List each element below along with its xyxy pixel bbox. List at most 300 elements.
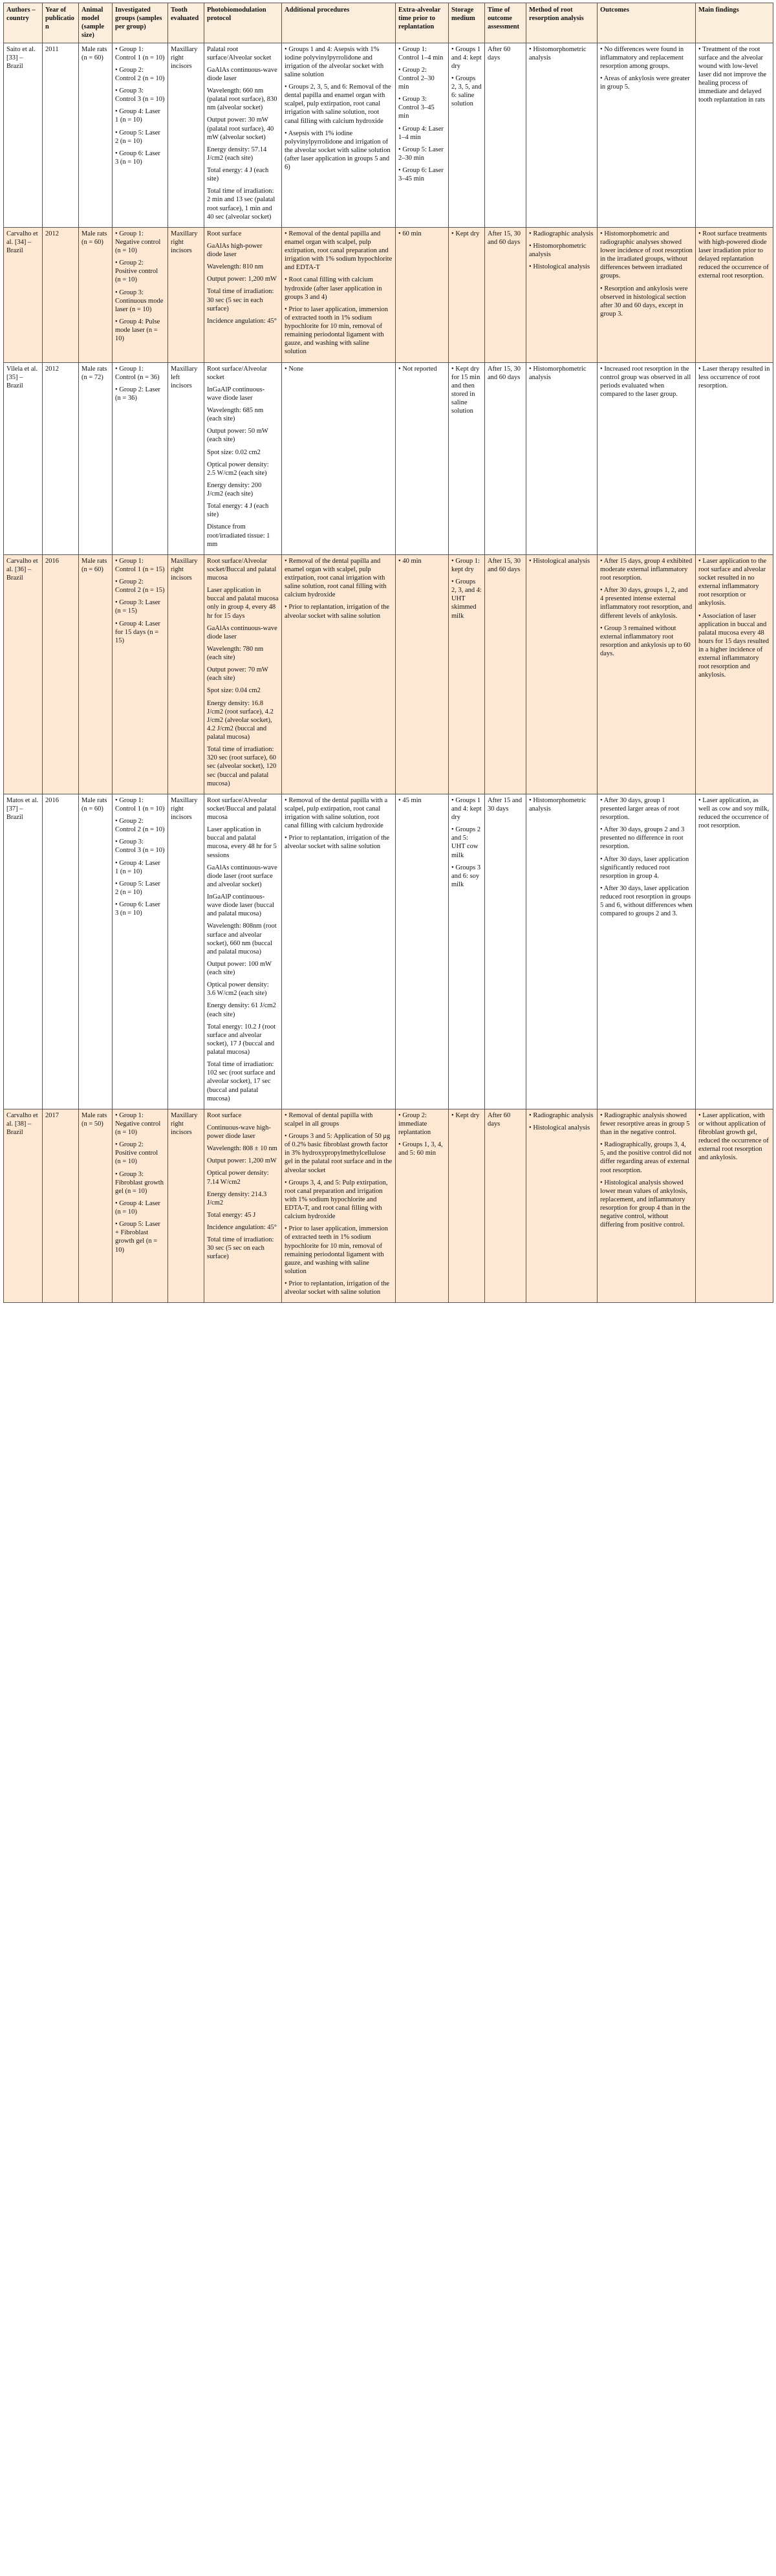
column-header: Investigated groups (samples per group) <box>113 3 168 43</box>
year-cell <box>43 43 79 227</box>
year-text: 2012 <box>45 365 59 373</box>
column-header: Year of publication <box>43 3 79 43</box>
outcome-cell <box>598 794 696 1109</box>
storage-medium-cell <box>449 362 485 554</box>
group-item: • Group 3: Fibroblast growth gel (n = 10) <box>115 1170 165 1195</box>
pbm-protocol-list <box>207 796 279 1103</box>
additional-procedure-item: • Prior to laser application, immersion of extracted teeth in 1% sodium hypochlorite for 10 min, removal of remaining periodontal ligament with gauze, and washing with saline solution <box>285 1225 393 1276</box>
outcome-list <box>600 45 693 92</box>
resorption-method-list <box>529 230 594 272</box>
tooth-cell <box>168 554 204 794</box>
animal-model-text: Male rats (n = 60) <box>81 796 107 813</box>
extra-alveolar-time-cell <box>396 362 449 554</box>
pbm-protocol-item: Wavelength: 808 ± 10 nm <box>207 1145 277 1153</box>
storage-medium-cell <box>449 794 485 1109</box>
author-text: Vilela et al. [35] – Brazil <box>6 365 38 389</box>
pbm-protocol-list <box>207 1111 279 1261</box>
animal-model-cell <box>79 43 113 227</box>
pbm-protocol-item: Total time of irradiation: 30 sec (5 sec in each surface) <box>207 288 274 312</box>
storage-medium-cell <box>449 227 485 362</box>
pbm-protocol-item: Total energy: 10.2 J (root surface and alveolar socket), 17 J (buccal and palatal mucosa) <box>207 1023 276 1056</box>
pbm-protocol-item: GaAlAs continuous-wave diode laser <box>207 66 277 82</box>
pbm-protocol-item: Palatal root surface/Alveolar socket <box>207 45 272 61</box>
group-item: • Group 6: Laser 3 (n = 10) <box>115 901 165 917</box>
pbm-protocol-cell <box>204 227 282 362</box>
extra-alveolar-time-item: • 60 min <box>398 230 446 238</box>
group-cell <box>113 227 168 362</box>
pbm-protocol-item: InGaAlP continuous-wave diode laser (buccal and palatal mucosa) <box>207 893 275 918</box>
pbm-protocol-item: Output power: 70 mW (each site) <box>207 666 268 682</box>
main-finding-item: • Laser application, as well as cow and soy milk, reduced the occurrence of root resorption. <box>698 796 770 830</box>
additional-procedure-item: • Groups 3, 4, and 5: Pulp extirpation, root canal preparation and irrigation with 1% sodium hypochlorite and EDTA-T, and root canal filling with calcium hydroxide <box>285 1179 393 1221</box>
pbm-protocol-item: Spot size: 0.04 cm2 <box>207 687 261 695</box>
outcome-time-text: After 15, 30 and 60 days <box>488 230 521 246</box>
main-finding-item: • Laser therapy resulted in less occurrence of root resorption. <box>698 365 770 389</box>
author-cell <box>4 794 43 1109</box>
pbm-protocol-item: GaAlAs continuous-wave diode laser (root surface and alveolar socket) <box>207 864 277 888</box>
main-finding-cell <box>696 554 773 794</box>
additional-procedure-item: • Groups 3 and 5: Application of 50 μg of 0.2% basic fibroblast growth factor in 3% hydroxypropylmethylcellulose gel in the palatal root surface and in the alveolar socket <box>285 1132 393 1175</box>
outcome-item: • After 30 days, group 1 presented larger areas of root resorption. <box>600 796 693 822</box>
additional-procedure-item: • Groups 2, 3, 5, and 6: Removal of the dental papilla and enamel organ with scalpel, pulp extirpation, root canal irrigation with saline solution, root canal filling with calcium hydroxide <box>285 83 393 126</box>
resorption-method-item: • Histomorphometric analysis <box>529 796 594 813</box>
extra-alveolar-time-item: • Not reported <box>398 365 446 373</box>
animal-model-text: Male rats (n = 50) <box>81 1111 107 1128</box>
study-row <box>4 362 773 554</box>
animal-model-text: Male rats (n = 60) <box>81 45 107 61</box>
extra-alveolar-time-list <box>398 365 446 373</box>
outcome-time-cell <box>485 43 526 227</box>
pbm-protocol-item: Optical power density: 7.14 W/cm2 <box>207 1170 269 1186</box>
outcome-list <box>600 1111 693 1230</box>
main-finding-cell <box>696 794 773 1109</box>
storage-medium-list <box>451 365 482 416</box>
pbm-protocol-item: InGaAlP continuous-wave diode laser <box>207 386 265 402</box>
year-text: 2017 <box>45 1111 59 1119</box>
author-text: Carvalho et al. [38] – Brazil <box>6 1111 38 1136</box>
extra-alveolar-time-item: • Group 2: immediate replantation <box>398 1111 446 1137</box>
pbm-protocol-item: Total time of irradiation: 2 min and 13 sec (palatal root surface), 1 min and 40 sec (alveolar socket) <box>207 188 275 221</box>
extra-alveolar-time-item: • Group 4: Laser 1–4 min <box>398 125 446 142</box>
pbm-protocol-item: Root surface/Alveolar socket/Buccal and palatal mucosa <box>207 796 277 821</box>
pbm-protocol-item: Energy density: 61 J/cm2 (each site) <box>207 1002 276 1018</box>
outcome-item: • After 30 days, groups 2 and 3 presented no difference in root resorption. <box>600 825 693 851</box>
additional-procedure-item: • Prior to replantation, irrigation of the alveolar socket with saline solution <box>285 834 393 851</box>
animal-model-cell <box>79 554 113 794</box>
resorption-method-item: • Histomorphometric analysis <box>529 242 594 259</box>
animal-model-text: Male rats (n = 72) <box>81 365 107 381</box>
main-finding-list <box>698 557 770 680</box>
additional-procedure-item: • Prior to laser application, immersion of extracted tooth in 1% sodium hypochlorite for 10 min, removal of remaining periodontal ligament with gauze, and washing with saline solution <box>285 305 393 356</box>
group-item: • Group 1: Control (n = 36) <box>115 365 165 382</box>
additional-procedure-cell <box>282 554 396 794</box>
group-cell <box>113 1109 168 1303</box>
pbm-protocol-cell <box>204 794 282 1109</box>
group-item: • Group 5: Laser 2 (n = 10) <box>115 129 165 146</box>
outcome-time-cell <box>485 227 526 362</box>
pbm-protocol-cell <box>204 1109 282 1303</box>
author-cell <box>4 43 43 227</box>
additional-procedure-item: • None <box>285 365 393 373</box>
group-item: • Group 1: Negative control (n = 10) <box>115 230 165 255</box>
column-header: Outcomes <box>598 3 696 43</box>
pbm-protocol-item: Optical power density: 2.5 W/cm2 (each site) <box>207 461 269 477</box>
additional-procedure-item: • Removal of dental papilla with scalpel in all groups <box>285 1111 393 1128</box>
year-cell <box>43 794 79 1109</box>
outcome-time-text: After 15, 30 and 60 days <box>488 365 521 381</box>
pbm-protocol-item: Output power: 1,200 mW <box>207 276 277 283</box>
author-text: Carvalho et al. [34] – Brazil <box>6 230 38 254</box>
column-header: Tooth evaluated <box>168 3 204 43</box>
extra-alveolar-time-item: • Group 6: Laser 3–45 min <box>398 166 446 183</box>
group-item: • Group 1: Control 1 (n = 10) <box>115 796 165 813</box>
extra-alveolar-time-cell <box>396 794 449 1109</box>
group-item: • Group 1: Control 1 (n = 15) <box>115 557 165 574</box>
pbm-protocol-list <box>207 557 279 788</box>
column-header: Additional procedures <box>282 3 396 43</box>
author-cell <box>4 362 43 554</box>
group-item: • Group 1: Negative control (n = 10) <box>115 1111 165 1137</box>
group-cell <box>113 554 168 794</box>
animal-model-cell <box>79 362 113 554</box>
extra-alveolar-time-list <box>398 796 446 805</box>
pbm-protocol-item: Laser application in buccal and palatal mucosa only in group 4, every 48 hr for 15 days <box>207 587 279 620</box>
pbm-protocol-item: Root surface <box>207 1111 242 1119</box>
pbm-protocol-item: Incidence angulation: 45° <box>207 317 277 325</box>
study-row <box>4 554 773 794</box>
outcome-time-cell <box>485 1109 526 1303</box>
main-finding-item: • Root surface treatments with high-powered diode laser irradiation prior to delayed replantation reduced the occurrence of external root resorption. <box>698 230 769 280</box>
tooth-text: Maxillary right incisors <box>171 230 198 254</box>
outcome-time-cell <box>485 554 526 794</box>
storage-medium-list <box>451 230 482 238</box>
tooth-cell <box>168 227 204 362</box>
outcome-item: • Histological analysis showed lower mean values of ankylosis, replacement, and inflammatory resorption for group 4 than in the negative control, without differing from positive control. <box>600 1179 693 1230</box>
pbm-protocol-item: Energy density: 16.8 J/cm2 (root surface), 4.2 J/cm2 (alveolar socket), 4.2 J/cm2 (buccal and palatal mucosa) <box>207 699 274 741</box>
outcome-item: • Increased root resorption in the control group was observed in all periods evaluated when compared to the laser group. <box>600 365 693 399</box>
review-table <box>3 3 773 1303</box>
pbm-protocol-item: Root surface <box>207 230 242 237</box>
additional-procedure-cell <box>282 43 396 227</box>
resorption-method-cell <box>526 794 598 1109</box>
outcome-item: • Histomorphometric and radiographic analyses showed lower incidence of root resorption in the irradiated groups, without differences between irradiated groups. <box>600 230 693 281</box>
additional-procedure-list <box>285 230 393 356</box>
tooth-text: Maxillary right incisors <box>171 796 198 821</box>
pbm-protocol-item: Wavelength: 810 nm <box>207 263 264 271</box>
outcome-time-text: After 15 and 30 days <box>488 796 523 813</box>
animal-model-cell <box>79 1109 113 1303</box>
additional-procedure-item: • Removal of the dental papilla and enamel organ with scalpel, pulp extirpation, root canal irrigation with saline solution, root canal filling with calcium hydroxide <box>285 557 393 600</box>
outcome-item: • Resorption and ankylosis were observed in histological section after 30 and 60 days, except in group 3. <box>600 285 693 319</box>
pbm-protocol-item: Wavelength: 808nm (root surface and alveolar socket), 660 nm (buccal and palatal mucosa) <box>207 922 277 955</box>
group-item: • Group 4: Pulse mode laser (n = 10) <box>115 318 165 343</box>
extra-alveolar-time-cell <box>396 554 449 794</box>
resorption-method-cell <box>526 227 598 362</box>
resorption-method-cell <box>526 1109 598 1303</box>
pbm-protocol-item: Total energy: 4 J (each site) <box>207 503 269 519</box>
column-header: Extra-alveolar time prior to replantation <box>396 3 449 43</box>
resorption-method-item: • Histomorphometric analysis <box>529 365 594 382</box>
outcome-item: • After 30 days, laser application reduced root resorption in groups 5 and 6, without differences when compared to groups 2 and 3. <box>600 884 693 919</box>
outcome-time-text: After 60 days <box>488 1111 511 1128</box>
tooth-text: Maxillary right incisors <box>171 45 198 70</box>
outcome-cell <box>598 227 696 362</box>
year-cell <box>43 554 79 794</box>
extra-alveolar-time-item: • Group 3: Control 3–45 min <box>398 95 446 120</box>
group-item: • Group 4: Laser 1 (n = 10) <box>115 107 165 124</box>
group-item: • Group 4: Laser (n = 10) <box>115 1199 165 1216</box>
group-item: • Group 2: Laser (n = 36) <box>115 386 165 402</box>
extra-alveolar-time-item: • Group 2: Control 2–30 min <box>398 66 446 91</box>
year-cell <box>43 227 79 362</box>
year-text: 2016 <box>45 796 59 804</box>
resorption-method-list <box>529 557 594 565</box>
outcome-item: • Group 3 remained without external inflammatory root resorption and ankylosis up to 60 days. <box>600 624 693 659</box>
author-cell <box>4 1109 43 1303</box>
group-item: • Group 2: Control 2 (n = 10) <box>115 817 165 834</box>
pbm-protocol-list <box>207 365 279 549</box>
group-list <box>115 1111 165 1254</box>
pbm-protocol-item: Total energy: 4 J (each site) <box>207 167 269 183</box>
additional-procedure-item: • Groups 1 and 4: Asepsis with 1% iodine polyvinylpyrrolidone and irrigation of the alveolar socket with saline solution <box>285 45 393 80</box>
outcome-time-text: After 15, 30 and 60 days <box>488 557 521 573</box>
column-header: Animal model (sample size) <box>79 3 113 43</box>
additional-procedure-item: • Root canal filling with calcium hydroxide (after laser application in groups 3 and 4) <box>285 276 393 301</box>
main-finding-item: • Laser application to the root surface and alveolar socket resulted in no external inflammatory root resorption or ankylosis. <box>698 557 770 608</box>
group-item: • Group 3: Control 3 (n = 10) <box>115 838 165 855</box>
pbm-protocol-item: Energy density: 214.3 J/cm2 <box>207 1190 267 1206</box>
animal-model-cell <box>79 227 113 362</box>
group-item: • Group 6: Laser 3 (n = 10) <box>115 149 165 166</box>
additional-procedure-item: • Removal of the dental papilla with a scalpel, pulp extirpation, root canal irrigation with saline solution, root canal filling with calcium hydroxide <box>285 796 393 831</box>
pbm-protocol-item: Spot size: 0.02 cm2 <box>207 448 261 456</box>
outcome-list <box>600 230 693 318</box>
extra-alveolar-time-item: • Group 1: Control 1–4 min <box>398 45 446 62</box>
pbm-protocol-item: Total time of irradiation: 30 sec (5 sec on each surface) <box>207 1236 274 1261</box>
extra-alveolar-time-item: • 45 min <box>398 796 446 805</box>
additional-procedure-item: • Prior to replantation, irrigation of the alveolar socket with saline solution <box>285 1280 393 1296</box>
resorption-method-cell <box>526 43 598 227</box>
resorption-method-cell <box>526 362 598 554</box>
study-row <box>4 43 773 227</box>
column-header: Photobiomodulation protocol <box>204 3 282 43</box>
pbm-protocol-item: Distance from root/irradiated tissue: 1 mm <box>207 523 270 548</box>
group-item: • Group 3: Laser (n = 15) <box>115 598 165 615</box>
storage-medium-item: • Groups 1 and 4: kept dry <box>451 796 482 822</box>
storage-medium-list <box>451 557 482 620</box>
outcome-cell <box>598 362 696 554</box>
group-item: • Group 5: Laser + Fibroblast growth gel (n = 10) <box>115 1220 165 1254</box>
resorption-method-list <box>529 45 594 62</box>
extra-alveolar-time-item: • Groups 1, 3, 4, and 5: 60 min <box>398 1141 446 1157</box>
pbm-protocol-item: Optical power density: 3.6 W/cm2 (each site) <box>207 981 269 998</box>
animal-model-text: Male rats (n = 60) <box>81 557 107 573</box>
storage-medium-item: • Groups 3 and 6: soy milk <box>451 864 482 889</box>
outcome-time-cell <box>485 794 526 1109</box>
additional-procedure-list <box>285 557 393 620</box>
extra-alveolar-time-item: • Group 5: Laser 2–30 min <box>398 146 446 162</box>
group-list <box>115 796 165 918</box>
pbm-protocol-cell <box>204 362 282 554</box>
study-row <box>4 227 773 362</box>
main-finding-item: • Association of laser application in buccal and palatal mucosa every 48 hours for 15 days resulted in a higher incidence of external inflammatory root resorption and ankylosis. <box>698 612 770 680</box>
group-item: • Group 5: Laser 2 (n = 10) <box>115 880 165 897</box>
pbm-protocol-item: Output power: 100 mW (each site) <box>207 960 272 976</box>
extra-alveolar-time-list <box>398 557 446 565</box>
column-header: Time of outcome assessment <box>485 3 526 43</box>
pbm-protocol-item: Energy density: 200 J/cm2 (each site) <box>207 481 262 497</box>
pbm-protocol-item: Continuous-wave high-power diode laser <box>207 1124 271 1140</box>
outcome-cell <box>598 43 696 227</box>
year-cell <box>43 362 79 554</box>
additional-procedure-cell <box>282 794 396 1109</box>
study-row <box>4 794 773 1109</box>
extra-alveolar-time-cell <box>396 43 449 227</box>
animal-model-cell <box>79 794 113 1109</box>
resorption-method-item: • Radiographic analysis <box>529 1111 594 1120</box>
storage-medium-item: • Kept dry for 15 min and then stored in saline solution <box>451 365 482 416</box>
storage-medium-cell <box>449 43 485 227</box>
resorption-method-item: • Histological analysis <box>529 1124 594 1132</box>
group-item: • Group 3: Continuous mode laser (n = 10) <box>115 289 165 314</box>
pbm-protocol-list <box>207 230 279 325</box>
resorption-method-item: • Histological analysis <box>529 557 594 565</box>
main-finding-cell <box>696 362 773 554</box>
column-header: Main findings <box>696 3 773 43</box>
group-cell <box>113 794 168 1109</box>
outcome-item: • After 30 days, laser application significantly reduced root resorption in group 4. <box>600 855 693 880</box>
storage-medium-list <box>451 45 482 109</box>
storage-medium-list <box>451 1111 482 1120</box>
outcome-list <box>600 557 693 658</box>
additional-procedure-cell <box>282 1109 396 1303</box>
resorption-method-list <box>529 796 594 813</box>
pbm-protocol-item: Wavelength: 780 nm (each site) <box>207 645 264 661</box>
outcome-item: • No differences were found in inflammatory and replacement resorption among groups. <box>600 45 693 71</box>
pbm-protocol-item: Total time of irradiation: 320 sec (root surface), 60 sec (alveolar socket), 120 sec (buccal and palatal mucosa) <box>207 746 277 787</box>
tooth-cell <box>168 43 204 227</box>
author-cell <box>4 554 43 794</box>
author-cell <box>4 227 43 362</box>
pbm-protocol-item: Energy density: 57.14 J/cm2 (each site) <box>207 146 267 162</box>
extra-alveolar-time-list <box>398 45 446 184</box>
storage-medium-item: • Kept dry <box>451 230 482 238</box>
tooth-text: Maxillary right incisors <box>171 1111 198 1136</box>
main-finding-item: • Laser application, with or without application of fibroblast growth gel, reduced the occurrence of external root resorption and ankylosis. <box>698 1111 769 1162</box>
resorption-method-item: • Histomorphometric analysis <box>529 45 594 62</box>
pbm-protocol-list <box>207 45 279 221</box>
group-item: • Group 2: Control 2 (n = 10) <box>115 66 165 83</box>
author-text: Matos et al. [37] – Brazil <box>6 796 39 821</box>
resorption-method-list <box>529 365 594 382</box>
pbm-protocol-item: Output power: 30 mW (palatal root surface), 40 mW (alveolar socket) <box>207 116 274 141</box>
storage-medium-item: • Group 1: kept dry <box>451 557 482 574</box>
additional-procedure-item: • Prior to replantation, irrigation of the alveolar socket with saline solution <box>285 603 393 620</box>
additional-procedure-cell <box>282 362 396 554</box>
storage-medium-item: • Kept dry <box>451 1111 482 1120</box>
outcome-cell <box>598 1109 696 1303</box>
pbm-protocol-item: Root surface/Alveolar socket/Buccal and palatal mucosa <box>207 557 277 582</box>
additional-procedure-item: • Asepsis with 1% iodine polyvinylpyrrolidone and irrigation of the alveolar socket with saline solution (after laser application in groups 5 and 6) <box>285 129 393 172</box>
extra-alveolar-time-item: • 40 min <box>398 557 446 565</box>
tooth-cell <box>168 1109 204 1303</box>
pbm-protocol-item: Output power: 50 mW (each site) <box>207 428 268 444</box>
storage-medium-cell <box>449 554 485 794</box>
year-text: 2011 <box>45 45 59 53</box>
group-item: • Group 2: Positive control (n = 10) <box>115 1141 165 1166</box>
tooth-cell <box>168 794 204 1109</box>
group-item: • Group 3: Control 3 (n = 10) <box>115 87 165 104</box>
year-text: 2016 <box>45 557 59 565</box>
outcome-item: • Radiographically, groups 3, 4, 5, and the positive control did not differ regarding areas of external root resorption. <box>600 1141 693 1175</box>
pbm-protocol-item: GaAlAs continuous-wave diode laser <box>207 624 277 640</box>
outcome-list <box>600 796 693 919</box>
group-list <box>115 557 165 645</box>
tooth-cell <box>168 362 204 554</box>
additional-procedure-list <box>285 365 393 373</box>
pbm-protocol-item: Total time of irradiation: 102 sec (root surface and alveolar socket), 17 sec (buccal and palatal mucosa) <box>207 1061 275 1102</box>
extra-alveolar-time-cell <box>396 227 449 362</box>
resorption-method-cell <box>526 554 598 794</box>
storage-medium-item: • Groups 1 and 4: kept dry <box>451 45 482 71</box>
outcome-time-text: After 60 days <box>488 45 511 61</box>
group-item: • Group 4: Laser for 15 days (n = 15) <box>115 620 165 645</box>
group-item: • Group 2: Positive control (n = 10) <box>115 259 165 284</box>
main-finding-cell <box>696 1109 773 1303</box>
tooth-text: Maxillary right incisors <box>171 557 198 582</box>
storage-medium-item: • Groups 2, 3, and 4: UHT skimmed milk <box>451 578 482 620</box>
group-list <box>115 230 165 344</box>
storage-medium-item: • Groups 2 and 5: UHT cow milk <box>451 825 482 860</box>
pbm-protocol-item: GaAlAs high-power diode laser <box>207 242 263 258</box>
extra-alveolar-time-list <box>398 1111 446 1158</box>
additional-procedure-list <box>285 1111 393 1297</box>
year-text: 2012 <box>45 230 59 237</box>
resorption-method-list <box>529 1111 594 1132</box>
outcome-item: • Radiographic analysis showed fewer resorptive areas in group 5 than in the negative control. <box>600 1111 693 1137</box>
outcome-item: • After 15 days, group 4 exhibited moderate external inflammatory root resorption. <box>600 557 693 582</box>
pbm-protocol-item: Root surface/Alveolar socket <box>207 365 268 381</box>
tooth-text: Maxillary left incisors <box>171 365 198 389</box>
outcome-item: • After 30 days, groups 1, 2, and 4 presented intense external inflammatory root resorption, and different levels of ankylosis. <box>600 586 693 620</box>
additional-procedure-list <box>285 45 393 172</box>
column-header: Method of root resorption analysis <box>526 3 598 43</box>
additional-procedure-cell <box>282 227 396 362</box>
group-list <box>115 45 165 167</box>
storage-medium-cell <box>449 1109 485 1303</box>
group-list <box>115 365 165 403</box>
resorption-method-item: • Histological analysis <box>529 263 594 271</box>
outcome-cell <box>598 554 696 794</box>
pbm-protocol-item: Incidence angulation: 45° <box>207 1224 277 1231</box>
group-item: • Group 2: Control 2 (n = 15) <box>115 578 165 595</box>
pbm-protocol-item: Output power: 1,200 mW <box>207 1157 277 1165</box>
main-finding-cell <box>696 43 773 227</box>
year-cell <box>43 1109 79 1303</box>
group-item: • Group 4: Laser 1 (n = 10) <box>115 859 165 876</box>
storage-medium-item: • Groups 2, 3, 5, and 6: saline solution <box>451 74 482 109</box>
pbm-protocol-cell <box>204 554 282 794</box>
header-row <box>4 3 773 43</box>
column-header: Storage medium <box>449 3 485 43</box>
group-cell <box>113 362 168 554</box>
extra-alveolar-time-list <box>398 230 446 238</box>
extra-alveolar-time-cell <box>396 1109 449 1303</box>
group-cell <box>113 43 168 227</box>
pbm-protocol-cell <box>204 43 282 227</box>
pbm-protocol-item: Total energy: 45 J <box>207 1211 256 1219</box>
main-finding-cell <box>696 227 773 362</box>
